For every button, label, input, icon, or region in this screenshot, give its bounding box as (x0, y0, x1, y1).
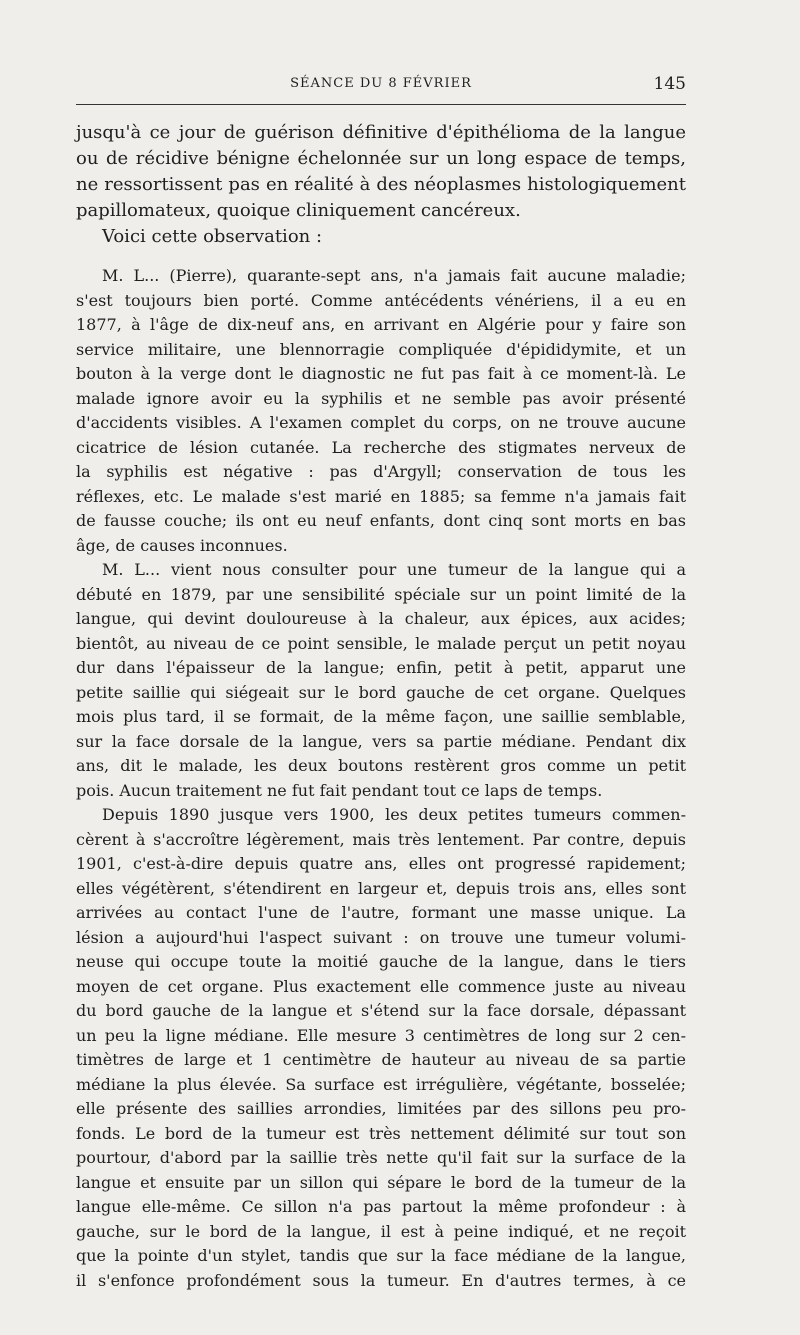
observation-text (76, 264, 686, 1293)
text-line: cicatrice de lésion cutanée. La recherche des stigmates nerveux de (76, 437, 686, 457)
text-line: 1877, à l'âge de dix-neuf ans, en arrivant en Algérie pour y faire son (76, 315, 686, 334)
text-line: réflexes, etc. Le malade s'est marié en 1885; sa femme n'a jamais fait (76, 486, 686, 506)
text-line: timètres de large et 1 centimètre de hauteur au niveau de sa partie (76, 1050, 686, 1069)
text-line: petite saillie qui siégeait sur le bord gauche de cet organe. Quelques (76, 682, 686, 702)
text-line: médiane la plus élevée. Sa surface est irrégulière, végétante, bosselée; (76, 1074, 686, 1094)
text-line: âge, de causes inconnues. (76, 535, 288, 555)
text-line: fonds. Le bord de la tumeur est très nettement délimité sur tout son (76, 1123, 686, 1143)
header-rule (76, 104, 686, 105)
text-line: service militaire, une blennorragie compliquée d'épididymite, et un (76, 339, 686, 359)
text-line: langue elle-même. Ce sillon n'a pas partout la même profondeur : à (76, 1197, 686, 1216)
text-line: d'accidents visibles. A l'examen complet du corps, on ne trouve aucune (76, 413, 686, 432)
text-line: papillomateux, quoique cliniquement cancéreux. (76, 200, 521, 221)
text-line: il s'enfonce profondément sous la tumeur. En d'autres termes, à ce (76, 1270, 686, 1290)
text-line: ne ressortissent pas en réalité à des néoplasmes histologiquement (76, 174, 686, 195)
text-line: Voici cette observation : (102, 226, 323, 247)
text-line: M. L... (Pierre), quarante-sept ans, n'a jamais fait aucune maladie; (102, 266, 686, 285)
text-line: bouton à la verge dont le diagnostic ne fut pas fait à ce moment-là. Le (76, 364, 686, 383)
text-line: bientôt, au niveau de ce point sensible, le malade perçut un petit noyau (76, 633, 686, 653)
text-line: un peu la ligne médiane. Elle mesure 3 centimètres de long sur 2 cen- (76, 1025, 686, 1045)
text-line: M. L... vient nous consulter pour une tumeur de la langue qui a (102, 560, 686, 579)
text-line: langue, qui devint douloureuse à la chaleur, aux épices, aux acides; (76, 609, 686, 628)
text-line: s'est toujours bien porté. Comme antécédents vénériens, il a eu en (76, 290, 686, 310)
page-number: 145 (653, 74, 686, 94)
text-line: lésion a aujourd'hui l'aspect suivant : on trouve une tumeur volumi- (76, 927, 686, 947)
text-line: langue et ensuite par un sillon qui sépare le bord de la tumeur de la (76, 1172, 686, 1192)
text-line: cèrent à s'accroître légèrement, mais très lentement. Par contre, depuis (76, 829, 686, 849)
text-line: neuse qui occupe toute la moitié gauche de la langue, dans le tiers (76, 952, 686, 971)
text-line: du bord gauche de la langue et s'étend sur la face dorsale, dépassant (76, 1001, 686, 1020)
text-line: gauche, sur le bord de la langue, il est à peine indiqué, et ne reçoit (76, 1221, 686, 1241)
text-line: Depuis 1890 jusque vers 1900, les deux petites tumeurs commen- (102, 805, 686, 824)
text-line: que la pointe d'un stylet, tandis que sur la face médiane de la langue, (76, 1246, 686, 1265)
text-line: elles végétèrent, s'étendirent en largeur et, depuis trois ans, elles sont (76, 878, 686, 898)
text-line: de fausse couche; ils ont eu neuf enfants, dont cinq sont morts en bas (76, 511, 686, 530)
text-line: 1901, c'est-à-dire depuis quatre ans, elles ont progressé rapidement; (76, 854, 686, 873)
text-line: sur la face dorsale de la langue, vers sa partie médiane. Pendant dix (76, 731, 686, 751)
text-line: débuté en 1879, par une sensibilité spéciale sur un point limité de la (76, 584, 686, 604)
page-header-title: SÉANCE DU 8 FÉVRIER (290, 76, 472, 91)
text-line: mois plus tard, il se formait, de la même façon, une saillie semblable, (76, 707, 686, 726)
text-line: jusqu'à ce jour de guérison définitive d'épithélioma de la langue (76, 122, 686, 143)
text-line: malade ignore avoir eu la syphilis et ne semble pas avoir présenté (76, 388, 686, 408)
running-head (76, 74, 686, 98)
intro-paragraph (76, 120, 686, 250)
text-line: moyen de cet organe. Plus exactement elle commence juste au niveau (76, 976, 686, 996)
text-line: ou de récidive bénigne échelonnée sur un long espace de temps, (76, 148, 686, 169)
text-line: pois. Aucun traitement ne fut fait pendant tout ce laps de temps. (76, 780, 603, 800)
text-line: la syphilis est négative : pas d'Argyll; conservation de tous les (76, 462, 686, 481)
text-line: pourtour, d'abord par la saillie très nette qu'il fait sur la surface de la (76, 1148, 686, 1167)
text-line: arrivées au contact l'une de l'autre, formant une masse unique. La (76, 903, 686, 922)
text-line: dur dans l'épaisseur de la langue; enfin, petit à petit, apparut une (76, 658, 686, 677)
text-line: elle présente des saillies arrondies, limitées par des sillons peu pro- (76, 1099, 686, 1118)
text-line: ans, dit le malade, les deux boutons restèrent gros comme un petit (76, 756, 686, 775)
